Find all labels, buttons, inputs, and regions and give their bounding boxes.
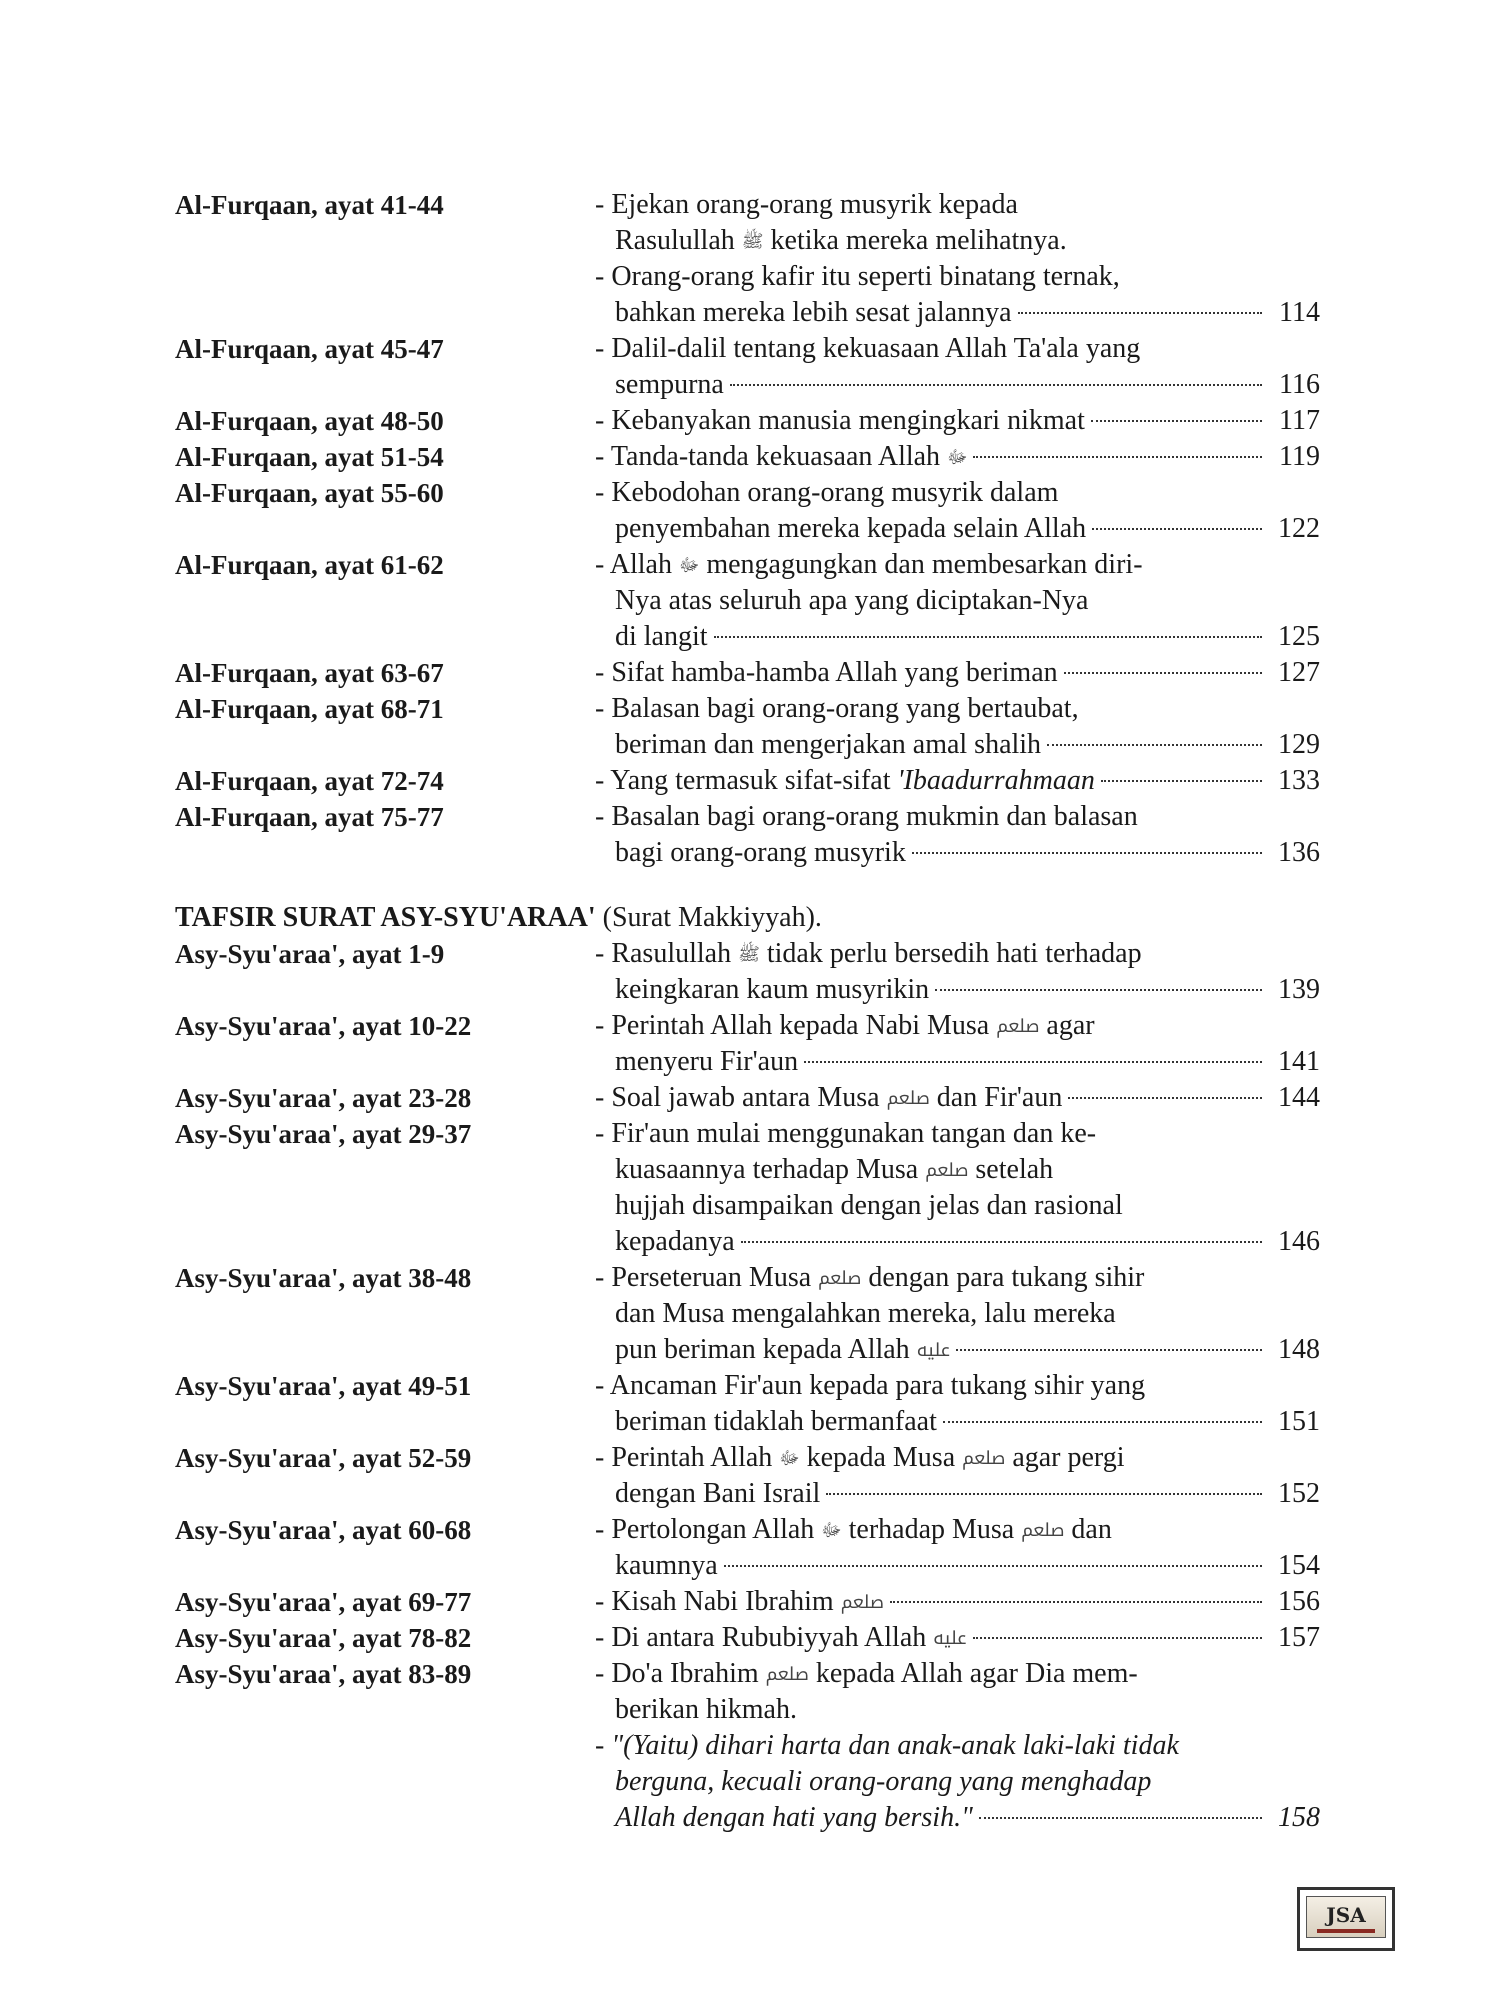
line-text-part: pun beriman kepada Allah [615,1334,910,1365]
line-text-part: kaumnya [615,1550,718,1581]
line-text-part: menyeru Fir'aun [615,1046,799,1077]
toc-description [595,799,1320,871]
verse-range: Al-Furqaan, ayat 55-60 [175,478,444,508]
dot-leader [1018,312,1263,314]
dot-leader [1092,528,1262,530]
description-line [595,475,1320,511]
description-line [595,1620,1320,1656]
description-line [595,295,1320,331]
line-text-part: - Dalil-dalil tentang kekuasaan Allah Ta'ala yang [595,333,1141,364]
dot-leader [724,1565,1262,1567]
page-number: 152 [1278,1478,1320,1509]
line-text [595,1442,1125,1473]
description-line [595,1368,1320,1404]
description-line [595,1332,1320,1368]
verse-range: Asy-Syu'araa', ayat 83-89 [175,1659,472,1689]
description-line [595,1260,1320,1296]
page-number: 127 [1278,657,1320,688]
description-line [595,1548,1320,1584]
line-text-part: setelah [975,1154,1054,1185]
line-text-part: ketika mereka melihatnya. [770,225,1067,256]
line-text-part: hujjah disampaikan dengan jelas dan rasional [615,1190,1123,1221]
description-line [595,691,1320,727]
description-line [595,1656,1320,1692]
line-text [615,1332,950,1369]
dot-leader [956,1349,1262,1351]
verse-range: Al-Furqaan, ayat 51-54 [175,442,444,472]
honorific-glyph: ﷷ [916,1340,950,1361]
page-number: 151 [1278,1406,1320,1437]
description-line [595,1728,1320,1764]
toc-entry [175,547,1325,655]
toc-description [595,1656,1320,1728]
verse-range: Asy-Syu'araa', ayat 52-59 [175,1443,472,1473]
description-line [595,972,1320,1008]
description-line [595,1404,1320,1440]
description-line [595,619,1320,655]
line-text [595,655,1058,691]
description-line [595,1584,1320,1620]
surah-heading [175,900,822,936]
line-text [595,403,1085,439]
honorific-glyph: ﷵ [925,1160,969,1181]
dot-leader [1091,420,1262,422]
description-line [595,1116,1320,1152]
page-number: 117 [1279,405,1320,436]
verse-range: Al-Furqaan, ayat 63-67 [175,658,444,688]
description-line [595,403,1320,439]
line-text [595,439,967,476]
toc-description [595,1260,1320,1368]
line-text-part: - Perintah Allah kepada Nabi Musa [595,1010,990,1041]
line-text [615,1044,798,1080]
page-number: 158 [1278,1802,1320,1833]
toc-description [595,1008,1320,1080]
line-text-part: dan Fir'aun [936,1082,1063,1113]
line-text-part: bagi orang-orang musyrik [615,837,906,868]
line-text-part: Allah dengan hati yang bersih." [615,1802,973,1833]
dot-leader [714,636,1262,638]
line-text-part: - Ancaman Fir'aun kepada para tukang sihir yang [595,1370,1146,1401]
line-text-part: kepadanya [615,1226,735,1257]
page-number: 156 [1278,1586,1320,1617]
line-text-part: - Kisah Nabi Ibrahim [595,1586,834,1617]
line-text-part: di langit [615,621,708,652]
description-line [595,1044,1320,1080]
toc-section-asy-syuaraa [175,936,1325,1836]
page-number: 154 [1278,1550,1320,1581]
line-text-part: beriman dan mengerjakan amal shalih [615,729,1042,760]
verse-range: Al-Furqaan, ayat 68-71 [175,694,444,724]
line-text-part: - Do'a Ibrahim [595,1658,759,1689]
line-text-part: - Perseteruan Musa [595,1262,812,1293]
description-line [595,1440,1320,1476]
toc-entry [175,1584,1325,1620]
description-line [595,439,1320,475]
line-text-part: berikan hikmah. [615,1694,797,1725]
line-text [615,585,1088,616]
dot-leader [890,1601,1262,1603]
line-text [595,1730,1179,1761]
line-text [595,189,1018,220]
line-text [595,801,1138,832]
line-text [615,1800,973,1836]
description-line [595,835,1320,871]
page-number: 116 [1279,369,1320,400]
line-text-part: Rasulullah [615,225,735,256]
line-text [595,1658,1138,1689]
line-text [595,1080,1062,1117]
verse-range: Al-Furqaan, ayat 48-50 [175,406,444,436]
line-text [615,1224,735,1260]
line-text [615,727,1041,763]
toc-entry [175,799,1325,871]
honorific-glyph: ﷵ [818,1268,862,1289]
line-text [595,763,1095,799]
line-text [615,972,929,1008]
line-text-part: bahkan mereka lebih sesat jalannya [615,297,1012,328]
publisher-logo [1297,1887,1395,1951]
line-text-part: - Sifat hamba-hamba Allah yang beriman [595,657,1058,688]
dot-leader [973,456,1262,458]
line-text [595,333,1140,364]
line-text-part: keingkaran kaum musyrikin [615,974,930,1005]
line-text-part: beriman tidaklah bermanfaat [615,1406,937,1437]
page-number: 157 [1278,1622,1320,1653]
line-text [615,1404,937,1440]
description-line [595,1476,1320,1512]
verse-range: Al-Furqaan, ayat 72-74 [175,766,444,796]
page-number: 141 [1278,1046,1320,1077]
page-number: 119 [1279,441,1320,472]
verse-range: Asy-Syu'araa', ayat 38-48 [175,1263,472,1293]
description-line [595,799,1320,835]
page-number: 144 [1278,1082,1320,1113]
description-line [595,1188,1320,1224]
line-text-part: - "(Yaitu) dihari harta dan anak-anak laki-laki tidak [595,1730,1179,1761]
verse-range: Asy-Syu'araa', ayat 49-51 [175,1371,472,1401]
surah-heading-note: (Surat Makkiyyah). [595,902,822,933]
honorific-glyph: ﷻ [779,1448,800,1469]
toc-description [595,439,1320,475]
line-text-part: dengan para tukang sihir [868,1262,1145,1293]
toc-description [595,936,1320,1008]
line-text-part: - Kebodohan orang-orang musyrik dalam [595,477,1059,508]
honorific-glyph: ﷵ [996,1016,1040,1037]
page-number: 136 [1278,837,1320,868]
description-line [595,187,1320,223]
dot-leader [973,1637,1263,1639]
description-line [595,1512,1320,1548]
toc-entry [175,1620,1325,1656]
line-text [595,938,1142,969]
line-text [595,261,1120,292]
dot-leader [979,1817,1262,1819]
dot-leader [1068,1097,1262,1099]
line-text [615,1694,797,1725]
line-text-part: sempurna [615,369,724,400]
dot-leader [826,1493,1262,1495]
honorific-glyph: ﷵ [1021,1520,1065,1541]
line-text [615,1476,820,1512]
line-text-part: Nya atas seluruh apa yang diciptakan-Nya [615,585,1089,616]
toc-description [595,1512,1320,1584]
toc-entry [175,331,1325,403]
line-text [595,549,1143,580]
line-text [615,1766,1151,1797]
line-text-part: berguna, kecuali orang-orang yang menghadap [615,1766,1152,1797]
toc-description [595,1440,1320,1512]
toc-description [595,331,1320,403]
line-text-part: mengagungkan dan membesarkan diri- [706,549,1143,580]
honorific-glyph: ﷵ [840,1592,884,1613]
line-text [615,835,906,871]
line-text [595,1010,1095,1041]
line-text-part: - Tanda-tanda kekuasaan Allah [595,441,941,472]
description-line [595,259,1320,295]
dot-leader [741,1241,1262,1243]
line-text-part: - Ejekan orang-orang musyrik kepada [595,189,1018,220]
description-line [595,1080,1320,1116]
line-text-part: dan Musa mengalahkan mereka, lalu mereka [615,1298,1116,1329]
dot-leader [1064,672,1262,674]
dot-leader [1101,780,1262,782]
line-text [615,367,724,403]
description-line [595,1800,1320,1836]
verse-range: Al-Furqaan, ayat 41-44 [175,190,444,220]
toc-description [595,763,1320,799]
line-text-part: - Allah [595,549,672,580]
toc-description [595,1116,1320,1260]
toc-entry [175,1080,1325,1116]
honorific-glyph: ﷻ [679,555,700,576]
dot-leader [943,1421,1262,1423]
toc-description [595,403,1320,439]
line-text [595,1262,1144,1293]
toc-entry [175,1260,1325,1368]
line-text [615,1190,1123,1221]
toc-entry [175,1440,1325,1512]
line-text-part: - Yang termasuk sifat-sifat [595,765,898,796]
verse-range: Al-Furqaan, ayat 75-77 [175,802,444,832]
line-text [595,477,1058,508]
page-number: 114 [1279,297,1320,328]
description-line [595,583,1320,619]
surah-heading-title: TAFSIR SURAT ASY-SYU'ARAA' [175,902,596,933]
line-text-part: - Balasan bagi orang-orang yang bertaubat, [595,693,1079,724]
line-text [595,1514,1112,1545]
line-text [615,225,1067,256]
page-number: 148 [1278,1334,1320,1365]
line-text [595,1118,1096,1149]
toc-entry [175,1368,1325,1440]
line-text-part: - Orang-orang kafir itu seperti binatang ternak, [595,261,1120,292]
line-text-part: - Basalan bagi orang-orang mukmin dan balasan [595,801,1138,832]
dot-leader [804,1061,1262,1063]
description-line [595,547,1320,583]
honorific-glyph: ﷻ [947,447,968,468]
honorific-glyph: ﷵ [886,1088,930,1109]
description-line [595,223,1320,259]
line-text [615,295,1012,331]
dot-leader [730,384,1262,386]
toc-entry [175,1008,1325,1080]
honorific-glyph: ﷻ [821,1520,842,1541]
description-line [595,727,1320,763]
honorific-glyph: ﷵ [962,1448,1006,1469]
toc-entry [175,1656,1325,1836]
toc-entry [175,936,1325,1008]
toc-entry [175,439,1325,475]
toc-description [595,655,1320,691]
toc-section-al-furqaan [175,187,1325,871]
italic-term: 'Ibaadurrahmaan [897,765,1095,796]
line-text-part: agar pergi [1012,1442,1125,1473]
toc-entry [175,1116,1325,1260]
line-text-part: - Perintah Allah [595,1442,773,1473]
logo-text: JSA [1326,1903,1366,1927]
description-line [595,655,1320,691]
description-line [595,1152,1320,1188]
line-text [615,619,708,655]
line-text-part: kepada Allah agar Dia mem- [815,1658,1138,1689]
honorific-glyph: ﷵ [765,1664,809,1685]
description-line [595,367,1320,403]
description-line [595,1692,1320,1728]
dot-leader [935,989,1262,991]
dot-leader [1047,744,1262,746]
verse-range: Asy-Syu'araa', ayat 23-28 [175,1083,472,1113]
toc-description [595,1368,1320,1440]
page-number: 139 [1278,974,1320,1005]
toc-description [595,475,1320,547]
description-line [595,1764,1320,1800]
line-text-part: - Soal jawab antara Musa [595,1082,880,1113]
toc-description [595,1584,1320,1620]
toc-description [595,259,1320,331]
toc-entry [175,403,1325,439]
page-number: 129 [1278,729,1320,760]
line-text [615,1548,718,1584]
toc-entry [175,763,1325,799]
line-text [615,1154,1053,1185]
page-number: 122 [1278,513,1320,544]
line-text [595,1620,967,1657]
line-text [595,693,1079,724]
verse-range: Asy-Syu'araa', ayat 1-9 [175,939,445,969]
description-line [595,1296,1320,1332]
verse-range: Asy-Syu'araa', ayat 60-68 [175,1515,472,1545]
verse-range: Asy-Syu'araa', ayat 29-37 [175,1119,472,1149]
line-text-part: tidak perlu bersedih hati terhadap [766,938,1142,969]
line-text-part: kuasaannya terhadap Musa [615,1154,919,1185]
line-text-part: penyembahan mereka kepada selain Allah [615,513,1087,544]
toc-entry [175,475,1325,547]
line-text-part: - Rasulullah [595,938,732,969]
honorific-glyph: ﷺ [741,231,764,252]
description-line [595,1224,1320,1260]
line-text-part: - Di antara Rububiyyah Allah [595,1622,927,1653]
honorific-glyph: ﷷ [933,1628,967,1649]
line-text [615,1298,1116,1329]
line-text-part: - Kebanyakan manusia mengingkari nikmat [595,405,1085,436]
honorific-glyph: ﷺ [738,944,760,965]
verse-range: Al-Furqaan, ayat 61-62 [175,550,444,580]
verse-range: Asy-Syu'araa', ayat 78-82 [175,1623,472,1653]
toc-description [595,547,1320,655]
toc-description [595,1728,1320,1836]
line-text-part: terhadap Musa [848,1514,1015,1545]
line-text [595,1584,884,1621]
description-line [595,936,1320,972]
toc-description [595,1620,1320,1656]
line-text-part: dan [1071,1514,1112,1545]
page-number: 133 [1278,765,1320,796]
verse-range: Asy-Syu'araa', ayat 69-77 [175,1587,472,1617]
line-text-part: dengan Bani Israil [615,1478,821,1509]
description-line [595,763,1320,799]
toc-description [595,1080,1320,1116]
line-text-part: - Pertolongan Allah [595,1514,815,1545]
line-text-part: kepada Musa [806,1442,956,1473]
toc-entry [175,1512,1325,1584]
dot-leader [912,852,1262,854]
description-line [595,1008,1320,1044]
page-number: 125 [1278,621,1320,652]
toc-entry [175,691,1325,763]
verse-range: Al-Furqaan, ayat 45-47 [175,334,444,364]
description-line [595,511,1320,547]
verse-range: Asy-Syu'araa', ayat 10-22 [175,1011,472,1041]
line-text-part: - Fir'aun mulai menggunakan tangan dan ke- [595,1118,1097,1149]
page-number: 146 [1278,1226,1320,1257]
description-line [595,331,1320,367]
line-text [595,1370,1145,1401]
toc-description [595,187,1320,259]
toc-entry [175,655,1325,691]
toc-description [595,691,1320,763]
line-text-part: agar [1046,1010,1095,1041]
toc-entry [175,187,1325,331]
line-text [615,511,1086,547]
